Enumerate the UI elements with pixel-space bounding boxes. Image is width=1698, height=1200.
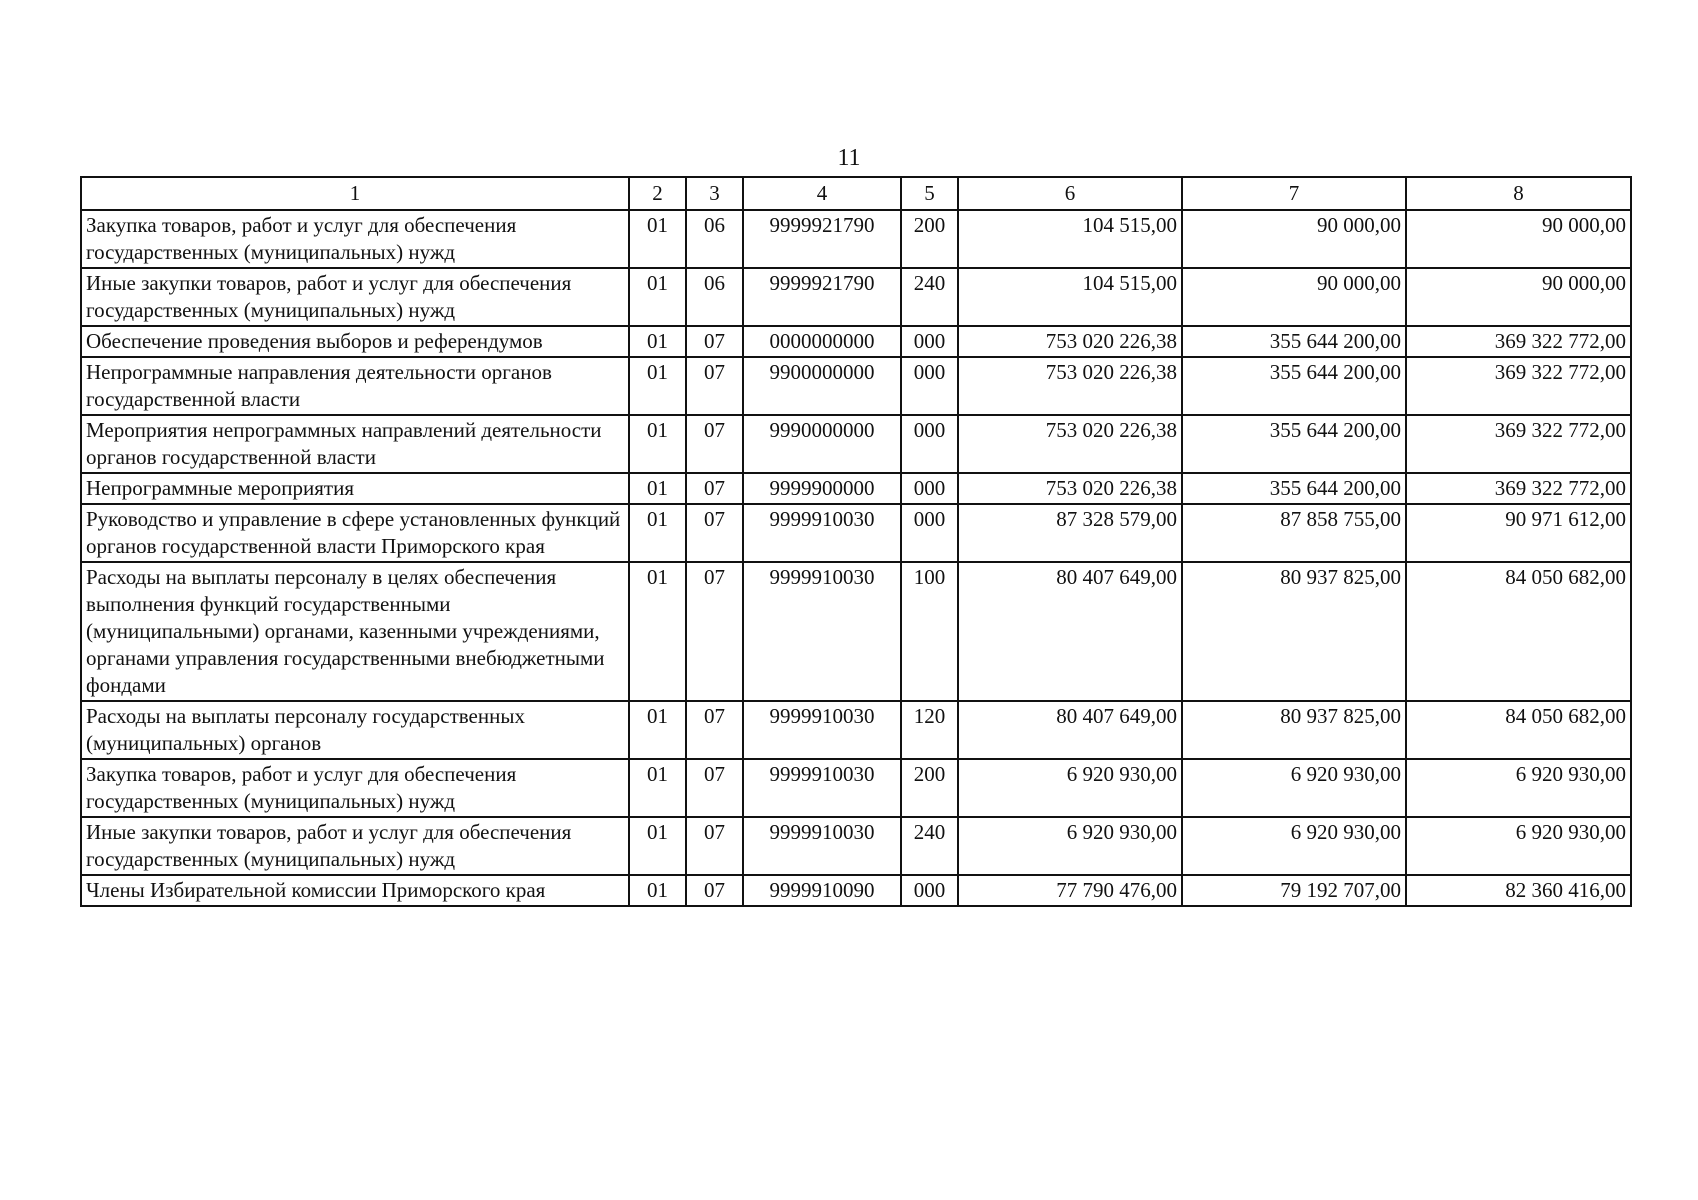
subsection-code-cell: 07 — [686, 817, 743, 875]
amount-col8-cell: 369 322 772,00 — [1406, 326, 1631, 357]
amount-col8-cell: 369 322 772,00 — [1406, 357, 1631, 415]
table-body — [81, 210, 1631, 906]
amount-col7-cell: 80 937 825,00 — [1182, 701, 1406, 759]
expense-type-code-cell: 000 — [901, 326, 958, 357]
section-code-cell: 01 — [629, 473, 686, 504]
expense-type-code-cell: 200 — [901, 210, 958, 268]
subsection-code-cell: 06 — [686, 210, 743, 268]
amount-col6-cell: 77 790 476,00 — [958, 875, 1182, 906]
amount-col7-cell: 355 644 200,00 — [1182, 415, 1406, 473]
subsection-code-cell: 07 — [686, 701, 743, 759]
subsection-code-cell: 07 — [686, 759, 743, 817]
amount-col6-cell: 104 515,00 — [958, 268, 1182, 326]
budget-table — [80, 176, 1632, 907]
amount-col6-cell: 753 020 226,38 — [958, 415, 1182, 473]
header-cell: 4 — [743, 177, 901, 210]
item-name-cell: Закупка товаров, работ и услуг для обеспечения государственных (муниципальных) нужд — [81, 759, 629, 817]
target-article-code-cell: 9999910030 — [743, 504, 901, 562]
subsection-code-cell: 06 — [686, 268, 743, 326]
table-row — [81, 701, 1631, 759]
section-code-cell: 01 — [629, 817, 686, 875]
expense-type-code-cell: 000 — [901, 415, 958, 473]
amount-col6-cell: 87 328 579,00 — [958, 504, 1182, 562]
target-article-code-cell: 9999910030 — [743, 759, 901, 817]
table-row — [81, 210, 1631, 268]
amount-col6-cell: 753 020 226,38 — [958, 326, 1182, 357]
subsection-code-cell: 07 — [686, 357, 743, 415]
amount-col8-cell: 369 322 772,00 — [1406, 473, 1631, 504]
amount-col6-cell: 80 407 649,00 — [958, 562, 1182, 701]
expense-type-code-cell: 000 — [901, 473, 958, 504]
item-name-cell: Иные закупки товаров, работ и услуг для обеспечения государственных (муниципальных) нужд — [81, 268, 629, 326]
expense-type-code-cell: 120 — [901, 701, 958, 759]
table-row — [81, 817, 1631, 875]
item-name-cell: Иные закупки товаров, работ и услуг для обеспечения государственных (муниципальных) нужд — [81, 817, 629, 875]
amount-col8-cell: 6 920 930,00 — [1406, 759, 1631, 817]
item-name-cell: Непрограммные направления деятельности органов государственной власти — [81, 357, 629, 415]
item-name-cell: Мероприятия непрограммных направлений деятельности органов государственной власти — [81, 415, 629, 473]
section-code-cell: 01 — [629, 357, 686, 415]
header-cell: 5 — [901, 177, 958, 210]
expense-type-code-cell: 000 — [901, 357, 958, 415]
amount-col8-cell: 82 360 416,00 — [1406, 875, 1631, 906]
header-cell: 2 — [629, 177, 686, 210]
item-name-cell: Непрограммные мероприятия — [81, 473, 629, 504]
target-article-code-cell: 9999900000 — [743, 473, 901, 504]
expense-type-code-cell: 240 — [901, 817, 958, 875]
amount-col7-cell: 80 937 825,00 — [1182, 562, 1406, 701]
expense-type-code-cell: 240 — [901, 268, 958, 326]
header-cell: 7 — [1182, 177, 1406, 210]
table-row — [81, 562, 1631, 701]
amount-col8-cell: 84 050 682,00 — [1406, 562, 1631, 701]
amount-col6-cell: 753 020 226,38 — [958, 357, 1182, 415]
amount-col7-cell: 87 858 755,00 — [1182, 504, 1406, 562]
table-row — [81, 415, 1631, 473]
expense-type-code-cell: 000 — [901, 504, 958, 562]
amount-col6-cell: 753 020 226,38 — [958, 473, 1182, 504]
target-article-code-cell: 9999921790 — [743, 210, 901, 268]
amount-col8-cell: 6 920 930,00 — [1406, 817, 1631, 875]
item-name-cell: Члены Избирательной комиссии Приморского края — [81, 875, 629, 906]
amount-col7-cell: 355 644 200,00 — [1182, 326, 1406, 357]
expense-type-code-cell: 100 — [901, 562, 958, 701]
amount-col6-cell: 80 407 649,00 — [958, 701, 1182, 759]
subsection-code-cell: 07 — [686, 326, 743, 357]
table-row — [81, 268, 1631, 326]
table-row — [81, 357, 1631, 415]
expense-type-code-cell: 200 — [901, 759, 958, 817]
amount-col7-cell: 90 000,00 — [1182, 210, 1406, 268]
target-article-code-cell: 9990000000 — [743, 415, 901, 473]
section-code-cell: 01 — [629, 875, 686, 906]
header-cell: 1 — [81, 177, 629, 210]
amount-col8-cell: 90 000,00 — [1406, 210, 1631, 268]
table-row — [81, 473, 1631, 504]
section-code-cell: 01 — [629, 701, 686, 759]
amount-col7-cell: 355 644 200,00 — [1182, 473, 1406, 504]
item-name-cell: Руководство и управление в сфере установленных функций органов государственной власти Приморского края — [81, 504, 629, 562]
subsection-code-cell: 07 — [686, 875, 743, 906]
amount-col6-cell: 6 920 930,00 — [958, 759, 1182, 817]
item-name-cell: Обеспечение проведения выборов и референдумов — [81, 326, 629, 357]
amount-col8-cell: 90 971 612,00 — [1406, 504, 1631, 562]
amount-col8-cell: 369 322 772,00 — [1406, 415, 1631, 473]
target-article-code-cell: 9999910030 — [743, 701, 901, 759]
amount-col7-cell: 6 920 930,00 — [1182, 817, 1406, 875]
table-header-row — [81, 177, 1631, 210]
target-article-code-cell: 9999910030 — [743, 562, 901, 701]
section-code-cell: 01 — [629, 562, 686, 701]
expense-type-code-cell: 000 — [901, 875, 958, 906]
section-code-cell: 01 — [629, 759, 686, 817]
target-article-code-cell: 9900000000 — [743, 357, 901, 415]
header-cell: 8 — [1406, 177, 1631, 210]
amount-col6-cell: 104 515,00 — [958, 210, 1182, 268]
header-cell: 6 — [958, 177, 1182, 210]
item-name-cell: Расходы на выплаты персоналу государственных (муниципальных) органов — [81, 701, 629, 759]
table-row — [81, 759, 1631, 817]
item-name-cell: Расходы на выплаты персоналу в целях обеспечения выполнения функций государственными (муниципальными) органами, казенными учреждениями, органами управления государственными внебюджетными фондами — [81, 562, 629, 701]
subsection-code-cell: 07 — [686, 504, 743, 562]
subsection-code-cell: 07 — [686, 562, 743, 701]
amount-col7-cell: 90 000,00 — [1182, 268, 1406, 326]
section-code-cell: 01 — [629, 326, 686, 357]
item-name-cell: Закупка товаров, работ и услуг для обеспечения государственных (муниципальных) нужд — [81, 210, 629, 268]
amount-col7-cell: 355 644 200,00 — [1182, 357, 1406, 415]
target-article-code-cell: 9999910030 — [743, 817, 901, 875]
target-article-code-cell: 9999910090 — [743, 875, 901, 906]
section-code-cell: 01 — [629, 504, 686, 562]
amount-col6-cell: 6 920 930,00 — [958, 817, 1182, 875]
header-cell: 3 — [686, 177, 743, 210]
amount-col8-cell: 90 000,00 — [1406, 268, 1631, 326]
section-code-cell: 01 — [629, 268, 686, 326]
page-number: 11 — [837, 145, 861, 171]
amount-col7-cell: 6 920 930,00 — [1182, 759, 1406, 817]
table-row — [81, 875, 1631, 906]
subsection-code-cell: 07 — [686, 473, 743, 504]
target-article-code-cell: 9999921790 — [743, 268, 901, 326]
subsection-code-cell: 07 — [686, 415, 743, 473]
amount-col8-cell: 84 050 682,00 — [1406, 701, 1631, 759]
amount-col7-cell: 79 192 707,00 — [1182, 875, 1406, 906]
table-row — [81, 326, 1631, 357]
table-row — [81, 504, 1631, 562]
section-code-cell: 01 — [629, 415, 686, 473]
section-code-cell: 01 — [629, 210, 686, 268]
target-article-code-cell: 0000000000 — [743, 326, 901, 357]
